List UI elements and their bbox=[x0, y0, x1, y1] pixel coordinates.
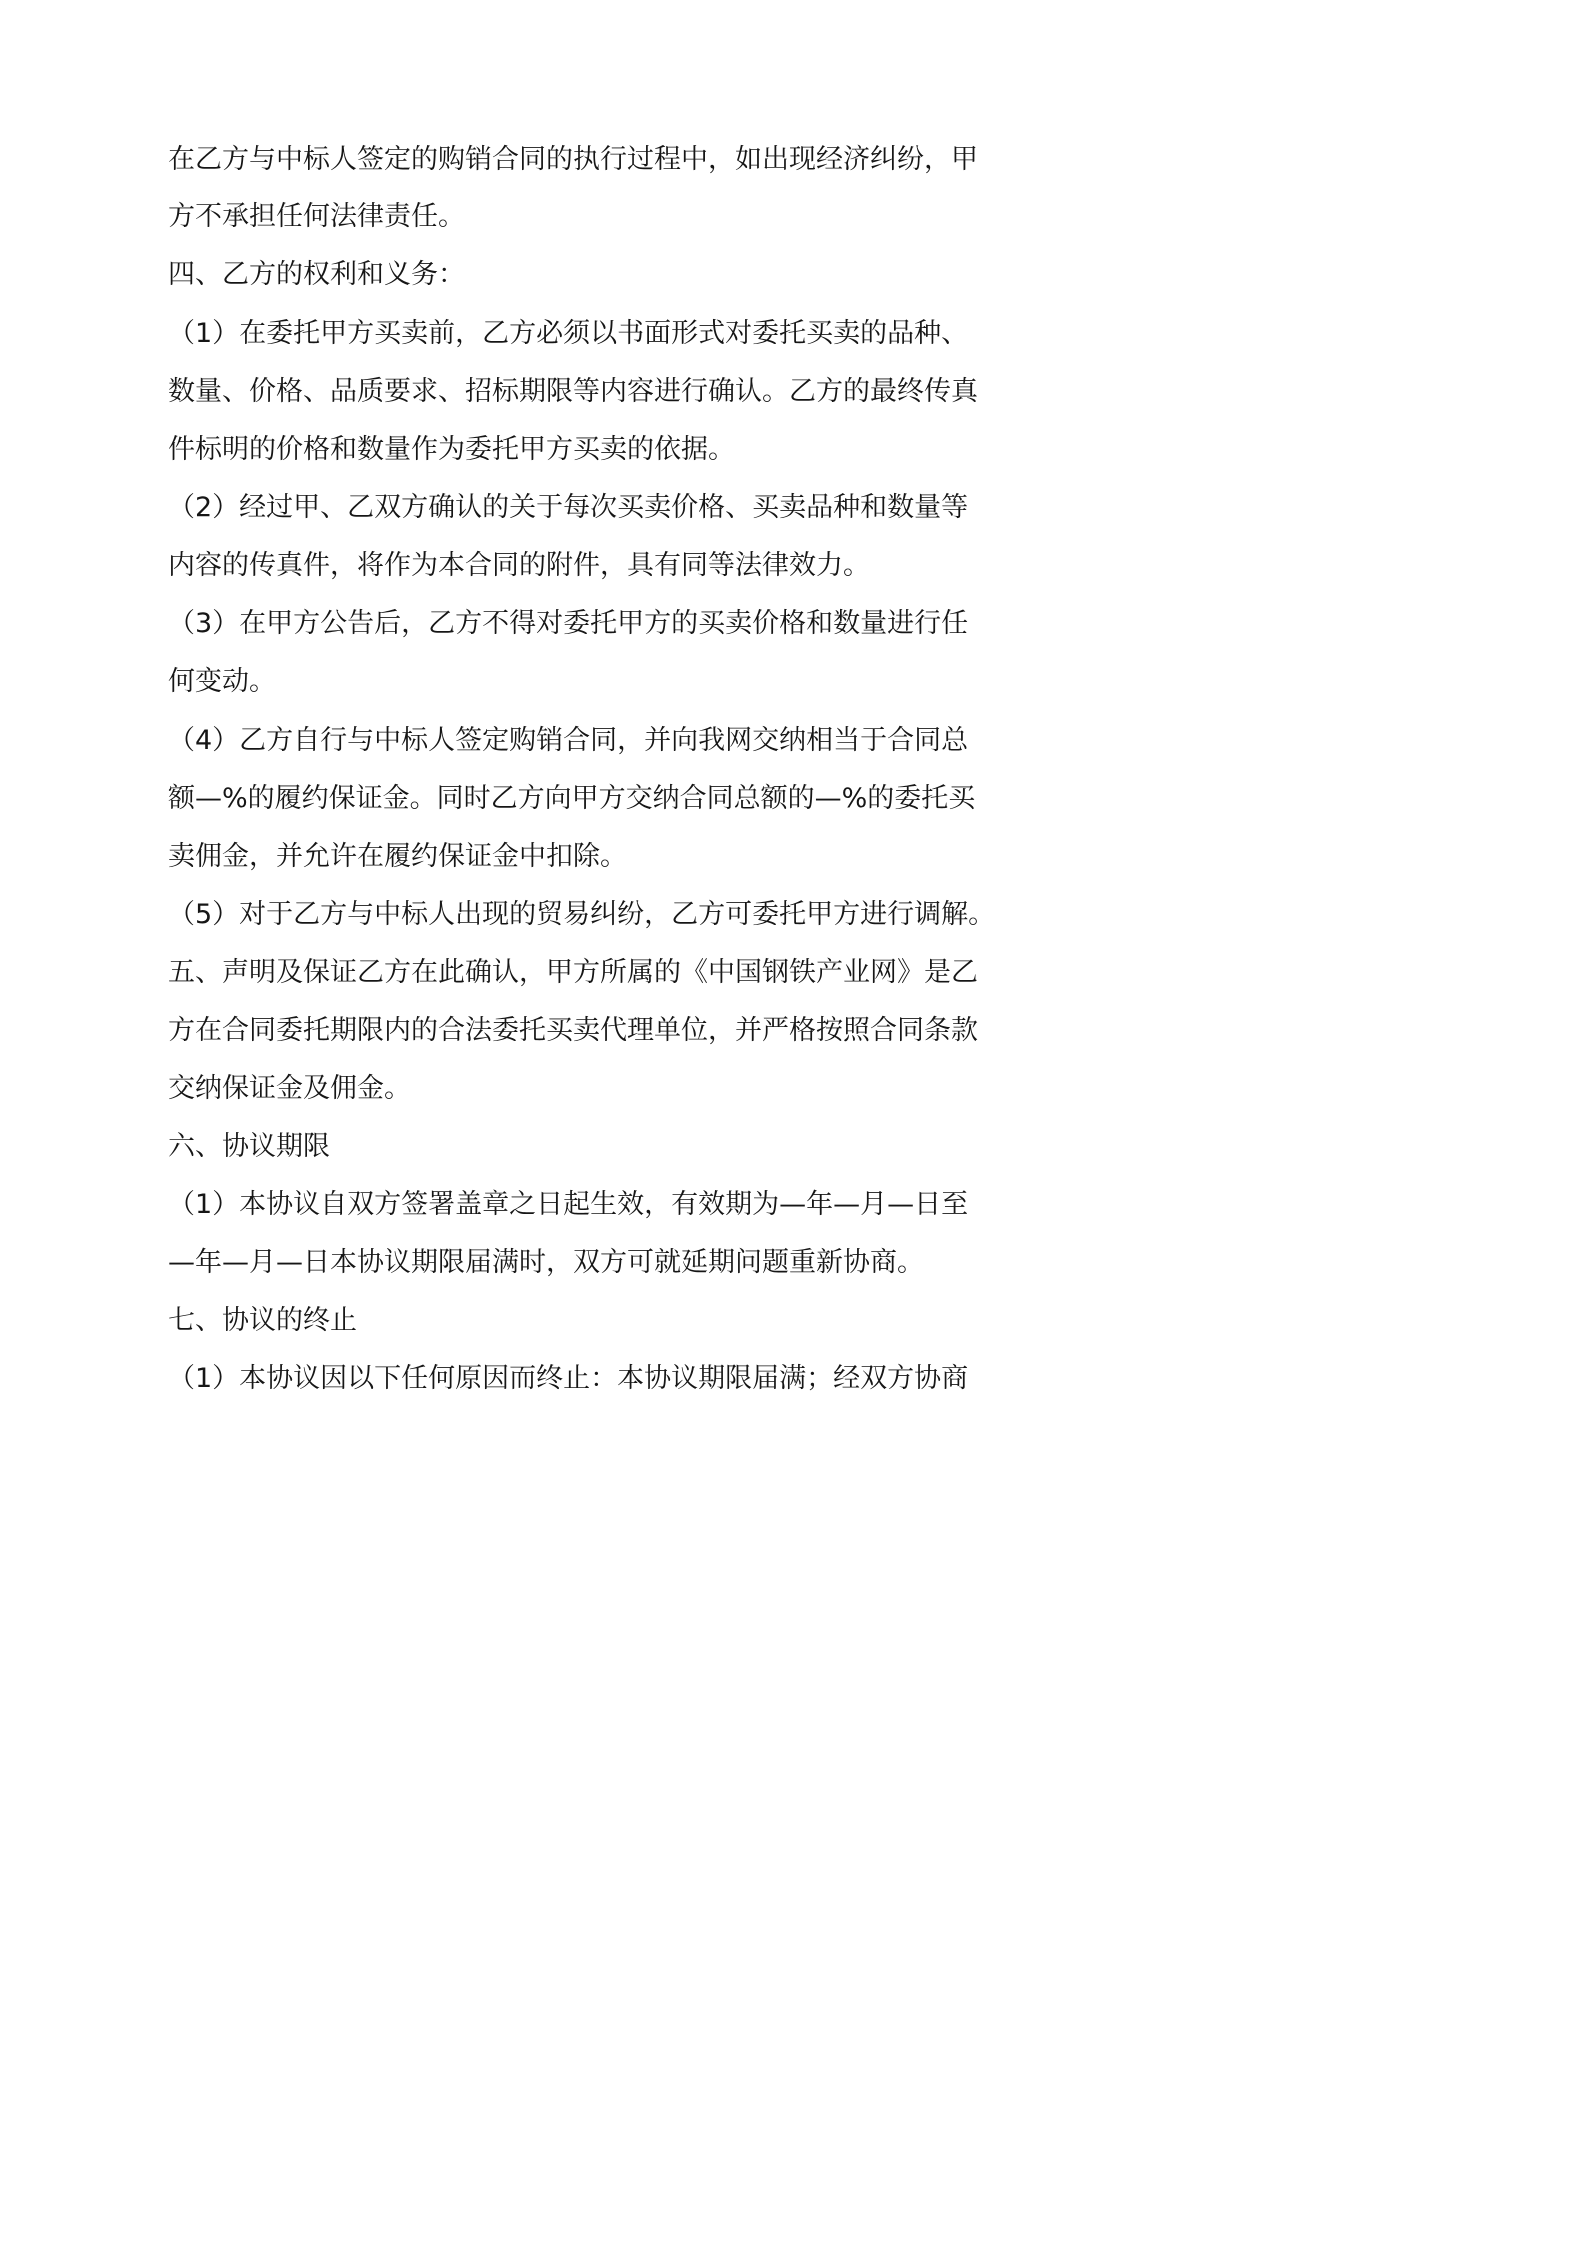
text-line: （4）乙方自行与中标人签定购销合同，并向我网交纳相当于合同总 bbox=[168, 725, 969, 756]
text-line: （3）在甲方公告后，乙方不得对委托甲方的买卖价格和数量进行任 bbox=[168, 608, 969, 639]
text-line: 交纳保证金及佣金。 bbox=[168, 1073, 411, 1104]
section-heading: 四、乙方的权利和义务： bbox=[168, 259, 465, 290]
text-line: 方在合同委托期限内的合法委托买卖代理单位，并严格按照合同条款 bbox=[168, 1015, 978, 1046]
text-line: 数量、价格、品质要求、招标期限等内容进行确认。乙方的最终传真 bbox=[168, 376, 978, 407]
text-line: 方不承担任何法律责任。 bbox=[168, 201, 465, 232]
text-line: 何变动。 bbox=[168, 666, 276, 697]
text-line: —年—月—日本协议期限届满时，双方可就延期问题重新协商。 bbox=[168, 1247, 924, 1278]
text-line: （1）本协议因以下任何原因而终止：本协议期限届满；经双方协商 bbox=[168, 1363, 969, 1394]
text-line: （1）本协议自双方签署盖章之日起生效，有效期为—年—月—日至 bbox=[168, 1189, 969, 1220]
text-line: （2）经过甲、乙双方确认的关于每次买卖价格、买卖品种和数量等 bbox=[168, 492, 969, 523]
text-line: 在乙方与中标人签定的购销合同的执行过程中，如出现经济纠纷，甲 bbox=[168, 144, 978, 175]
text-line: 件标明的价格和数量作为委托甲方买卖的依据。 bbox=[168, 434, 735, 465]
section-heading: 五、声明及保证乙方在此确认，甲方所属的《中国钢铁产业网》是乙 bbox=[168, 957, 978, 988]
section-heading: 六、协议期限 bbox=[168, 1131, 330, 1162]
section-heading: 七、协议的终止 bbox=[168, 1305, 357, 1336]
text-line: （1）在委托甲方买卖前，乙方必须以书面形式对委托买卖的品种、 bbox=[168, 318, 969, 349]
text-line: （5）对于乙方与中标人出现的贸易纠纷，乙方可委托甲方进行调解。 bbox=[168, 899, 996, 930]
text-line: 内容的传真件，将作为本合同的附件，具有同等法律效力。 bbox=[168, 550, 870, 581]
text-line: 卖佣金，并允许在履约保证金中扣除。 bbox=[168, 841, 627, 872]
document-page bbox=[0, 0, 1100, 1556]
text-line: 额—%的履约保证金。同时乙方向甲方交纳合同总额的—%的委托买 bbox=[168, 783, 976, 814]
